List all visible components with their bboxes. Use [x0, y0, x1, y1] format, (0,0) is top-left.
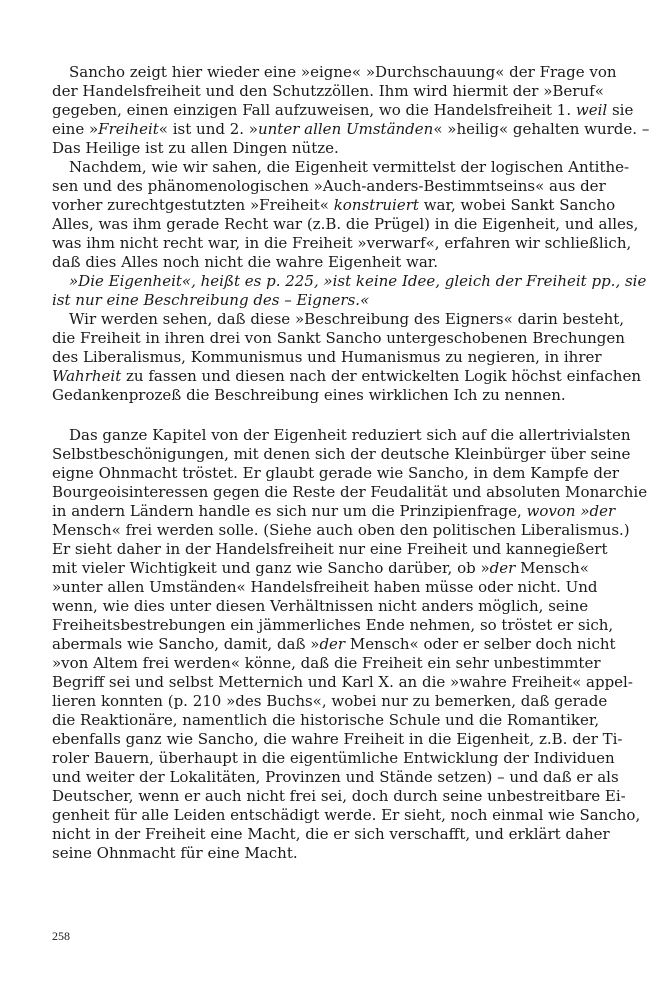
- text-segment: Mensch« frei werden solle. (Siehe auch oben den politischen Liberalismus.): [52, 521, 630, 539]
- paragraph-gap: [52, 405, 568, 426]
- text-segment: abermals wie Sancho, damit, daß »: [52, 635, 320, 653]
- text-segment: Freiheitsbestrebungen ein jämmerliches Ende nehmen, so tröstet er sich,: [52, 616, 614, 634]
- text-line: [52, 673, 633, 692]
- text-line: [52, 63, 617, 82]
- text-segment: Sancho zeigt hier wieder eine »eigne« »Durchschauung« der Frage von: [69, 63, 617, 81]
- text-segment: Gedankenprozeß die Beschreibung eines wirklichen Ich zu nennen.: [52, 386, 566, 404]
- text-segment: was ihm nicht recht war, in die Freiheit »verwarf«, erfahren wir schließlich,: [52, 234, 632, 252]
- text-segment: lieren konnten (p. 210 »des Buchs«, wobei nur zu bemerken, daß gerade: [52, 692, 608, 710]
- text-segment: seine Ohnmacht für eine Macht.: [52, 844, 298, 862]
- text-line: [52, 749, 615, 768]
- text-line: [52, 540, 608, 559]
- text-line: [52, 445, 631, 464]
- text-segment: sen und des phänomenologischen »Auch-anders-Bestimmtseins« aus der: [52, 177, 606, 195]
- page-number: 258: [52, 929, 70, 943]
- italic-text: der: [319, 635, 346, 653]
- text-segment: »unter allen Umständen« Handelsfreiheit haben müsse oder nicht. Und: [52, 578, 598, 596]
- text-segment: Selbstbeschönigungen, mit denen sich der deutsche Kleinbürger über seine: [52, 445, 631, 463]
- body-text: [52, 63, 650, 863]
- text-segment: die Reaktionäre, namentlich die historische Schule und die Romantiker,: [52, 711, 600, 729]
- text-line: [52, 483, 648, 502]
- text-line: [52, 139, 568, 158]
- text-segment: genheit für alle Leiden entschädigt werde. Er sieht, noch einmal wie Sancho,: [52, 806, 641, 824]
- text-segment: zu fassen und diesen nach der entwickelten Logik höchst einfachen: [121, 367, 642, 385]
- text-segment: in andern Ländern handle es sich nur um die Prinzipienfrage,: [52, 502, 527, 520]
- text-segment: die Freiheit in ihren drei von Sankt Sancho untergeschobenen Brechungen: [52, 329, 625, 347]
- text-line: [52, 426, 631, 445]
- text-line: [52, 616, 614, 635]
- text-segment: ebenfalls ganz wie Sancho, die wahre Freiheit in die Eigenheit, z.B. der Ti-: [52, 730, 623, 748]
- text-segment: mit vieler Wichtigkeit und ganz wie Sancho darüber, ob »: [52, 559, 490, 577]
- text-line: [52, 578, 598, 597]
- text-line: [52, 787, 626, 806]
- text-segment: Deutscher, wenn er auch nicht frei sei, doch durch seine unbestreitbare Ei-: [52, 787, 626, 805]
- italic-text: ist nur eine Beschreibung des – Eigners.«: [52, 291, 370, 309]
- text-segment: Er sieht daher in der Handelsfreiheit nur eine Freiheit und kannegießert: [52, 540, 608, 558]
- text-line: [52, 464, 620, 483]
- italic-text: weil: [575, 101, 608, 119]
- text-segment: gegeben, einen einzigen Fall aufzuweisen, wo die Handelsfreiheit 1.: [52, 101, 576, 119]
- text-line: [52, 711, 600, 730]
- text-line: [52, 177, 606, 196]
- text-segment: Begriff sei und selbst Metternich und Karl X. an die »wahre Freiheit« appel-: [52, 673, 633, 691]
- text-segment: « ist und 2. »: [158, 120, 258, 138]
- text-line: [52, 82, 604, 101]
- text-line: [52, 272, 647, 291]
- text-segment: Wir werden sehen, daß diese »Beschreibung des Eigners« darin besteht,: [69, 310, 625, 328]
- italic-text: wovon »der: [526, 502, 616, 520]
- text-line: [52, 635, 616, 654]
- italic-text: Freiheit: [98, 120, 159, 138]
- text-line: [52, 692, 608, 711]
- italic-text: konstruiert: [333, 196, 419, 214]
- text-segment: war, wobei Sankt Sancho: [418, 196, 616, 214]
- text-segment: wenn, wie dies unter diesen Verhältnissen nicht anders möglich, seine: [52, 597, 589, 615]
- text-line: [52, 768, 619, 787]
- text-segment: der Handelsfreiheit und den Schutzzöllen. Ihm wird hiermit der »Beruf«: [52, 82, 604, 100]
- italic-text: unter allen Umständen: [257, 120, 434, 138]
- text-line: [52, 196, 616, 215]
- text-line: [52, 310, 625, 329]
- text-segment: vorher zurechtgestutzten »Freiheit«: [52, 196, 334, 214]
- text-line: [52, 559, 589, 578]
- text-line: [52, 367, 642, 386]
- text-line: [52, 158, 630, 177]
- text-line: [52, 597, 589, 616]
- text-line: [52, 329, 625, 348]
- text-line: [52, 730, 623, 749]
- text-segment: »von Altem frei werden« könne, daß die Freiheit ein sehr unbestimmter: [52, 654, 601, 672]
- text-segment: eigne Ohnmacht tröstet. Er glaubt gerade wie Sancho, in dem Kampfe der: [52, 464, 620, 482]
- text-segment: nicht in der Freiheit eine Macht, die er sich verschafft, und erklärt daher: [52, 825, 610, 843]
- text-segment: eine »: [52, 120, 99, 138]
- text-line: [52, 253, 568, 272]
- text-segment: Mensch« oder er selber doch nicht: [345, 635, 616, 653]
- italic-text: der: [489, 559, 516, 577]
- text-segment: Das Heilige ist zu allen Dingen nütze.: [52, 139, 339, 157]
- text-segment: und weiter der Lokalitäten, Provinzen und Stände setzen) – und daß er als: [52, 768, 619, 786]
- italic-text: »Die Eigenheit«, heißt es p. 225, »ist keine Idee, gleich der Freiheit pp., sie: [69, 272, 647, 290]
- text-segment: Das ganze Kapitel von der Eigenheit reduziert sich auf die allertrivialsten: [69, 426, 631, 444]
- text-segment: Nachdem, wie wir sahen, die Eigenheit vermittelst der logischen Antithe-: [69, 158, 630, 176]
- text-segment: Alles, was ihm gerade Recht war (z.B. die Prügel) in die Eigenheit, und alles,: [52, 215, 639, 233]
- text-segment: roler Bauern, überhaupt in die eigentümliche Entwicklung der Individuen: [52, 749, 615, 767]
- text-segment: « »heilig« gehalten wurde. –: [433, 120, 650, 138]
- text-segment: sie: [607, 101, 634, 119]
- text-line: [52, 348, 602, 367]
- text-line: [52, 521, 630, 540]
- text-line: [52, 502, 616, 521]
- italic-text: Wahrheit: [52, 367, 122, 385]
- text-line: [52, 844, 568, 863]
- text-segment: Mensch«: [515, 559, 589, 577]
- text-line: [52, 386, 568, 405]
- text-segment: des Liberalismus, Kommunismus und Humanismus zu negieren, in ihrer: [52, 348, 602, 366]
- text-line: [52, 825, 610, 844]
- text-line: [52, 291, 568, 310]
- text-line: [52, 101, 634, 120]
- text-line: [52, 215, 639, 234]
- text-segment: Bourgeoisinteressen gegen die Reste der Feudalität und absoluten Monarchie: [52, 483, 648, 501]
- text-line: [52, 654, 601, 673]
- text-line: [52, 234, 632, 253]
- text-line: [52, 806, 641, 825]
- text-line: [52, 120, 650, 139]
- text-segment: daß dies Alles noch nicht die wahre Eigenheit war.: [52, 253, 439, 271]
